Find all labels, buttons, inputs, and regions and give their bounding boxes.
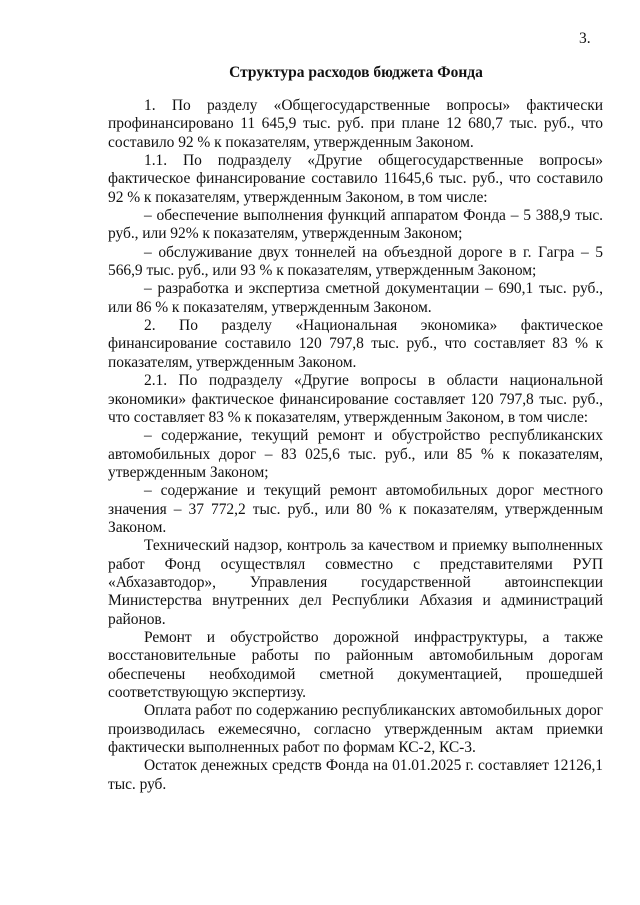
paragraph-section-2: 2. По разделу «Национальная экономика» фактическое финансирование составило 120 797,8 тыс. руб., что составляет 83 % к показателям, утвержденным Законом.: [108, 317, 603, 371]
paragraph-subsection-1-1: 1.1. По подразделу «Другие общегосударственные вопросы» фактическое финансирование составило 11645,6 тыс. руб., что составило 92 % к показателям, утвержденным Законом, в том числе:: [108, 152, 603, 206]
document-body: [108, 97, 603, 794]
list-item-local-roads: – содержание и текущий ремонт автомобильных дорог местного значения – 37 772,2 тыс. руб., или 80 % к показателям, утвержденным Законом.: [108, 482, 603, 536]
list-item-apparatus: – обеспечение выполнения функций аппаратом Фонда – 5 388,9 тыс. руб., или 92% к показателям, утвержденным Законом;: [108, 207, 603, 243]
section-title: Структура расходов бюджета Фонда: [229, 64, 483, 81]
paragraph-subsection-2-1: 2.1. По подразделу «Другие вопросы в области национальной экономики» фактическое финансирование составляет 120 797,8 тыс. руб., что составляет 83 % к показателям, утвержденным Законом, в том числе:: [108, 372, 603, 426]
paragraph-infrastructure-repair: Ремонт и обустройство дорожной инфраструктуры, а также восстановительные работы по районным автомобильным дорогам обеспечены необходимой сметной документацией, прошедшей соответствующую экспертизу.: [108, 628, 603, 701]
list-item-tunnels: – обслуживание двух тоннелей на объездной дороге в г. Гагра – 5 566,9 тыс. руб., или 93 % к показателям, утвержденным Законом;: [108, 243, 603, 280]
paragraph-balance: Остаток денежных средств Фонда на 01.01.2025 г. составляет 12126,1 тыс. руб.: [108, 757, 603, 793]
paragraph-payment: Оплата работ по содержанию республиканских автомобильных дорог производилась ежемесячно, согласно утвержденным актам приемки фактически выполненных работ по формам КС-2, КС-3.: [108, 702, 603, 757]
list-item-estimates: – разработка и экспертиза сметной документации – 690,1 тыс. руб., или 86 % к показателям, утвержденным Законом.: [108, 280, 603, 316]
paragraph-section-1: 1. По разделу «Общегосударственные вопросы» фактически профинансировано 11 645,9 тыс. руб. при плане 12 680,7 тыс. руб., что составило 92 % к показателям, утвержденным Законом.: [108, 97, 603, 151]
list-item-republican-roads: – содержание, текущий ремонт и обустройство республиканских автомобильных дорог – 83 025,6 тыс. руб., или 85 % к показателям, утвержденным Законом;: [108, 427, 603, 481]
page-number: 3.: [579, 30, 591, 47]
paragraph-technical-supervision: Технический надзор, контроль за качеством и приемку выполненных работ Фонд осуществлял совместно с представителями РУП «Абхазавтодор», Управления государственной автоинспекции Министерства внутренних дел Республики Абхазия и администраций районов.: [108, 537, 603, 628]
